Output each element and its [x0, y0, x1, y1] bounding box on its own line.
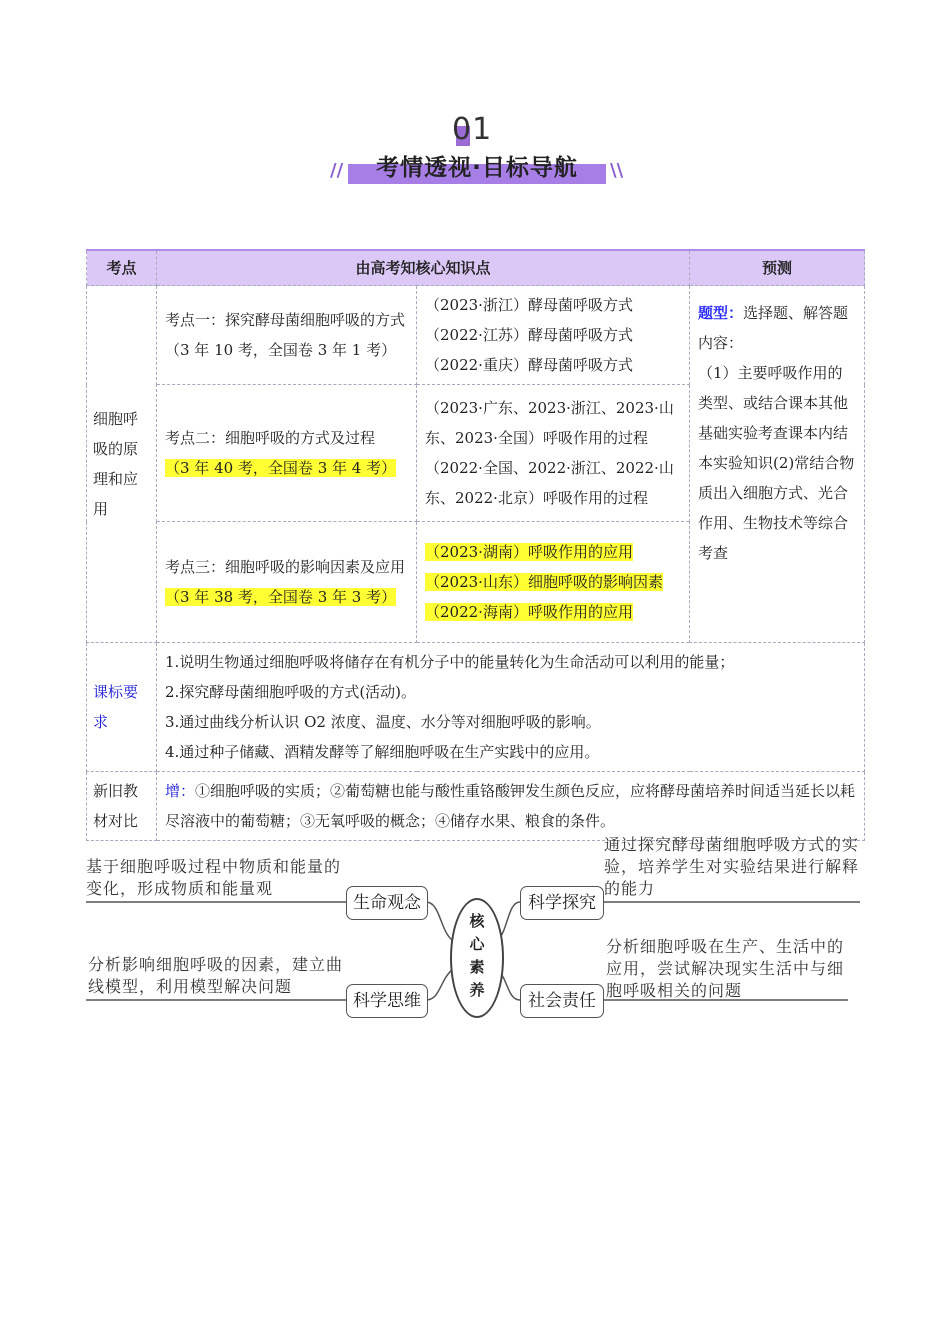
point-stat: （3 年 10 考，全国卷 3 年 1 考）: [165, 341, 397, 359]
desc-scientific-inquiry: 通过探究酵母菌细胞呼吸方式的实验，培养学生对实验结果进行解释的能力: [604, 835, 860, 898]
point-cell: [157, 522, 417, 643]
comparison-label: 新旧教材对比: [87, 772, 157, 841]
life-connector: [426, 902, 452, 940]
prediction-content-label: 内容：: [698, 334, 744, 352]
exam-item: （2022·全国、2022·浙江、2022·山东、2022·北京）呼吸作用的过程: [425, 459, 674, 507]
core-char: 核: [469, 912, 485, 930]
core-char: 素: [469, 958, 485, 976]
exam-item: （2023·广东、2023·浙江、2023·山东、2023·全国）呼吸作用的过程: [425, 399, 674, 447]
curriculum-item: 3.通过曲线分析认识 O2 浓度、温度、水分等对细胞呼吸的影响。: [165, 713, 601, 731]
table-row: [87, 286, 865, 385]
desc-scientific-thinking: 分析影响细胞呼吸的因素，建立曲线模型，利用模型解决问题: [88, 955, 344, 996]
exam-item: （2022·重庆）酵母菌呼吸方式: [425, 356, 633, 374]
header-knowledge: 由高考知核心知识点: [157, 250, 690, 286]
point-stat: （3 年 38 考，全国卷 3 年 3 考）: [165, 588, 397, 606]
desc-social-responsibility: 分析细胞呼吸在生产、生活中的应用，尝试解决现实生活中与细胞呼吸相关的问题: [606, 937, 845, 1000]
exam-item: （2023·湖南）呼吸作用的应用: [425, 543, 633, 561]
exam-cell: [417, 286, 690, 385]
section-header: [0, 100, 950, 200]
desc-life-concept: 基于细胞呼吸过程中物质和能量的变化，形成物质和能量观: [86, 857, 342, 898]
curriculum-item: 4.通过种子储藏、酒精发酵等了解细胞呼吸在生产实践中的应用。: [165, 743, 600, 761]
comparison-prefix: 增：: [165, 782, 196, 800]
prediction-type: 选择题、解答题: [743, 304, 849, 322]
curriculum-item: 1.说明生物通过细胞呼吸将储存在有机分子中的能量转化为生命活动可以利用的能量；: [165, 653, 735, 671]
exam-item: （2023·山东）细胞呼吸的影响因素: [425, 573, 663, 591]
exam-analysis-table: [86, 249, 865, 841]
table-header-row: [87, 250, 865, 286]
point-title: 考点三：细胞呼吸的影响因素及应用: [165, 558, 406, 576]
section-title: 考情透视·目标导航: [376, 155, 578, 181]
point-cell: [157, 286, 417, 385]
exam-item: （2023·浙江）酵母菌呼吸方式: [425, 296, 633, 314]
curriculum-label: 课标要求: [87, 643, 157, 772]
topic-cell: 细胞呼吸的原理和应用: [87, 286, 157, 643]
thinking-connector: [426, 970, 452, 1000]
node-social-responsibility: 社会责任: [520, 984, 604, 1018]
prediction-content: （1）主要呼吸作用的类型、或结合课本其他基础实验考查课本内结本实验知识(2)常结合物质出入细胞方式、光合作用、生物技术等综合考查: [698, 364, 855, 562]
exam-item: （2022·江苏）酵母菌呼吸方式: [425, 326, 633, 344]
point-title: 考点一：探究酵母菌细胞呼吸的方式: [165, 311, 406, 329]
comparison-text: ①细胞呼吸的实质；②葡萄糖也能与酸性重铬酸钾发生颜色反应，应将酵母菌培养时间适当延长以耗尽溶液中的葡萄糖；③无氧呼吸的概念；④储存水果、粮食的条件。: [165, 782, 856, 830]
node-life-concept: 生命观念: [346, 886, 428, 920]
prediction-type-label: 题型：: [698, 304, 744, 322]
core-char: 心: [469, 935, 485, 953]
node-scientific-thinking: 科学思维: [346, 984, 428, 1018]
right-slash-marks: \\: [610, 160, 624, 181]
core-literacy-oval: [450, 898, 504, 1018]
core-char: 养: [469, 981, 485, 999]
node-scientific-inquiry: 科学探究: [520, 886, 604, 920]
left-slash-marks: //: [330, 160, 344, 181]
point-title: 考点二：细胞呼吸的方式及过程: [165, 429, 376, 447]
core-literacy-mindmap: [0, 820, 950, 1040]
exam-item: （2022·海南）呼吸作用的应用: [425, 603, 633, 621]
curriculum-item: 2.探究酵母菌细胞呼吸的方式(活动)。: [165, 683, 417, 701]
section-number: 01: [452, 112, 493, 147]
header-topic: 考点: [87, 250, 157, 286]
point-stat: （3 年 40 考，全国卷 3 年 4 考）: [165, 459, 397, 477]
point-cell: [157, 385, 417, 522]
prediction-cell: [690, 286, 865, 643]
curriculum-cell: [157, 643, 865, 772]
exam-cell: [417, 522, 690, 643]
exam-cell: [417, 385, 690, 522]
header-prediction: 预测: [690, 250, 865, 286]
table-row: [87, 643, 865, 772]
